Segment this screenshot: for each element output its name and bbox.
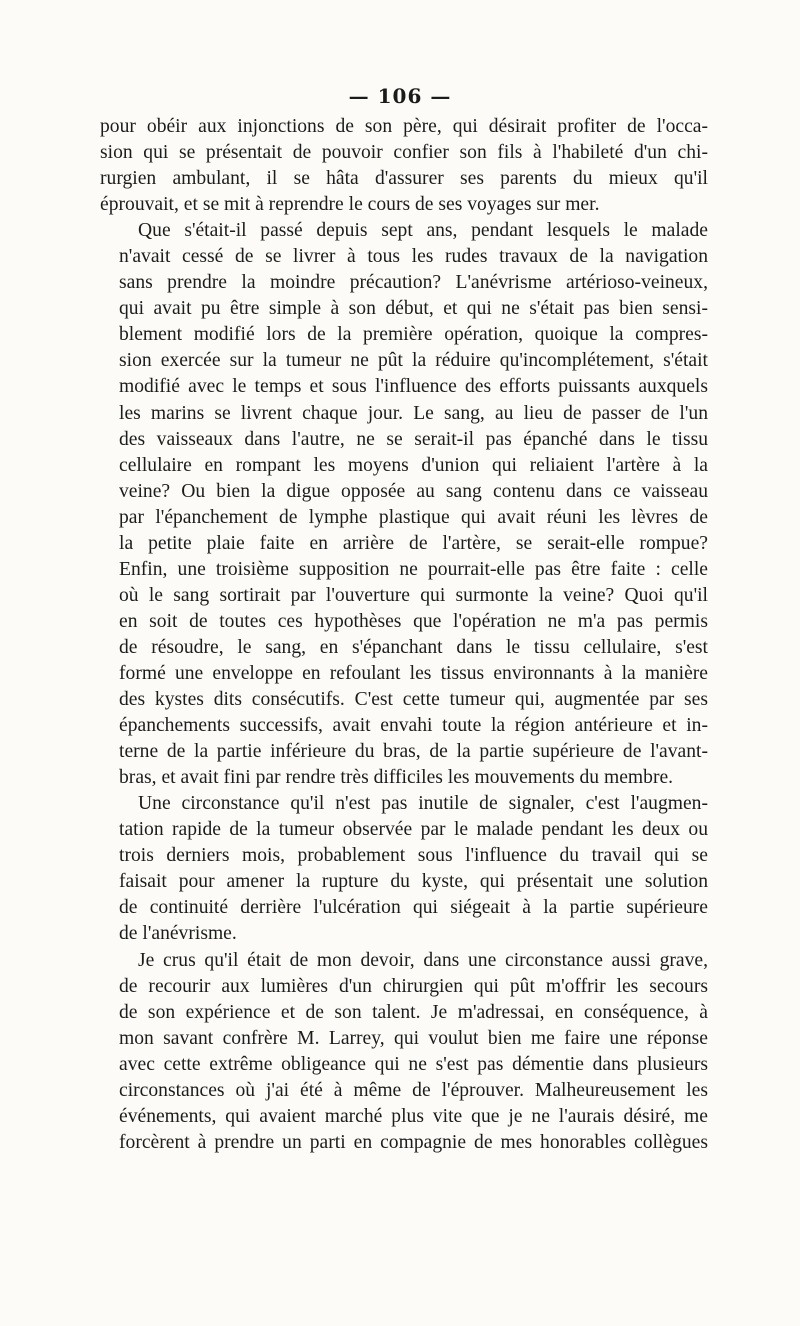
text-line: trois derniers mois, probablement sous l'influence du travail qui se (119, 845, 708, 867)
text-line: avec cette extrême obligeance qui ne s'est pas démentie dans plusieurs (119, 1053, 708, 1075)
text-line: sion exercée sur la tumeur ne pût la réduire qu'incomplétement, s'était (119, 350, 708, 372)
text-line: cellulaire en rompant les moyens d'union qui reliaient l'artère à la (119, 454, 708, 476)
text-line: épanchements successifs, avait envahi toute la région antérieure et in- (119, 715, 708, 737)
text-line: rurgien ambulant, il se hâta d'assurer ses parents du mieux qu'il (100, 168, 708, 190)
text-line: modifié avec le temps et sous l'influence des efforts puissants auxquels (119, 376, 708, 398)
text-line: de continuité derrière l'ulcération qui siégeait à la partie supérieure (119, 897, 708, 919)
text-line: par l'épanchement de lymphe plastique qui avait réuni les lèvres de (119, 506, 708, 528)
text-line: formé une enveloppe en refoulant les tissus environnants à la manière (119, 662, 708, 684)
paragraph (100, 948, 708, 1156)
text-line: les marins se livrent chaque jour. Le sang, au lieu de passer de l'un (119, 402, 708, 424)
text-line: de résoudre, le sang, en s'épanchant dans le tissu cellulaire, s'est (119, 636, 708, 658)
text-line: de l'anévrisme. (119, 923, 237, 945)
text-line: éprouvait, et se mit à reprendre le cours de ses voyages sur mer. (100, 194, 600, 216)
text-line: faisait pour amener la rupture du kyste, qui présentait une solution (119, 871, 708, 893)
text-line: sans prendre la moindre précaution? L'anévrisme artérioso-veineux, (119, 272, 708, 294)
text-line: de recourir aux lumières d'un chirurgien qui pût m'offrir les secours (119, 975, 708, 997)
text-line: de son expérience et de son talent. Je m'adressai, en conséquence, à (119, 1001, 708, 1023)
paragraph (100, 791, 708, 947)
text-line: forcèrent à prendre un parti en compagnie de mes honorables collègues (119, 1131, 708, 1153)
text-line: sion qui se présentait de pouvoir confier son fils à l'habileté d'un chi- (100, 142, 708, 164)
body-text (100, 114, 708, 1156)
page-number: — 106 — (348, 84, 452, 108)
text-line: Une circonstance qu'il n'est pas inutile de signaler, c'est l'augmen- (138, 793, 708, 815)
text-line: des vaisseaux dans l'autre, ne se serait-il pas épanché dans le tissu (119, 428, 708, 450)
text-line: tation rapide de la tumeur observée par le malade pendant les deux ou (119, 819, 708, 841)
text-line: événements, qui avaient marché plus vite que je ne l'aurais désiré, me (119, 1105, 708, 1127)
text-line: blement modifié lors de la première opération, quoique la compres- (119, 324, 708, 346)
text-line: où le sang sortirait par l'ouverture qui surmonte la veine? Quoi qu'il (119, 584, 708, 606)
text-line: circonstances où j'ai été à même de l'éprouver. Malheureusement les (119, 1079, 708, 1101)
text-line: qui avait pu être simple à son début, et qui ne s'était pas bien sensi- (119, 298, 708, 320)
text-line: des kystes dits consécutifs. C'est cette tumeur qui, augmentée par ses (119, 689, 708, 711)
text-line: Je crus qu'il était de mon devoir, dans une circonstance aussi grave, (138, 949, 708, 971)
text-line: en soit de toutes ces hypothèses que l'opération ne m'a pas permis (119, 610, 708, 632)
text-line: Que s'était-il passé depuis sept ans, pendant lesquels le malade (138, 220, 708, 242)
paragraph (100, 114, 708, 218)
text-line: bras, et avait fini par rendre très difficiles les mouvements du membre. (119, 767, 674, 789)
text-line: veine? Ou bien la digue opposée au sang contenu dans ce vaisseau (119, 480, 708, 502)
text-line: Enfin, une troisième supposition ne pourrait-elle pas être faite : celle (119, 558, 708, 580)
paragraph (100, 218, 708, 791)
text-line: la petite plaie faite en arrière de l'artère, se serait-elle rompue? (119, 532, 708, 554)
text-line: n'avait cessé de se livrer à tous les rudes travaux de la navigation (119, 246, 708, 268)
text-line: mon savant confrère M. Larrey, qui voulut bien me faire une réponse (119, 1027, 708, 1049)
text-line: pour obéir aux injonctions de son père, qui désirait profiter de l'occa- (100, 116, 708, 137)
text-line: terne de la partie inférieure du bras, de la partie supérieure de l'avant- (119, 741, 708, 763)
